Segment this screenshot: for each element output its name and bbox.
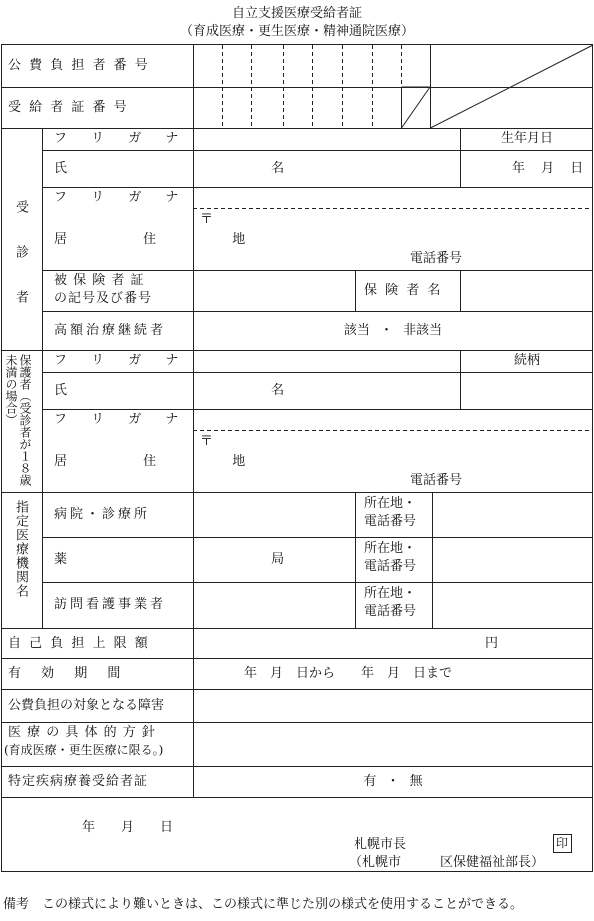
high-cost-label: 高額治療継続者 [54, 323, 167, 338]
guardian-furigana2-label: フ リ ガ ナ [54, 412, 189, 427]
guardian-postal-mark: 〒 [200, 434, 214, 449]
insurance-line2: の記号及び番号 [54, 291, 153, 306]
patient-postal-mark: 〒 [200, 212, 214, 227]
insurer-label: 保 険 者 名 [364, 283, 443, 298]
limit-unit: 円 [485, 636, 499, 651]
pharmacy-label: 薬 局 [54, 552, 385, 567]
seal-mark: 印 [556, 836, 569, 850]
nursing-label: 訪問看護事業者 [54, 597, 167, 612]
form-title: 自立支援医療受給者証 [231, 6, 362, 21]
policy-line1: 医 療 の 具 体 的 方 針 [8, 725, 156, 740]
patient-furigana-label: フ リ ガ ナ [54, 131, 189, 146]
hospital-location-line1: 所在地・ [364, 496, 417, 511]
specific-value: 有 ・ 無 [363, 774, 423, 789]
institution-group-label: 指定医療機関名 [13, 500, 28, 598]
burden-number-label: 公 費 負 担 者 番 号 [8, 58, 150, 73]
nursing-location-line1: 所在地・ [364, 586, 417, 601]
birth-header: 生年月日 [500, 131, 553, 146]
patient-furigana2-label: フ リ ガ ナ [54, 190, 189, 205]
guardian-name-label: 氏 名 [54, 383, 385, 398]
hospital-label: 病院・診療所 [54, 507, 151, 522]
form-subtitle: （育成医療・更生医療・精神通院医療） [179, 24, 414, 39]
pharmacy-location-line1: 所在地・ [364, 541, 417, 556]
patient-phone-label: 電話番号 [410, 251, 463, 266]
mayor-label: 札幌市長 [354, 837, 407, 852]
patient-group-label: 受 診 者 [13, 200, 28, 318]
patient-address-label: 居 住 地 [54, 232, 282, 247]
relationship-header: 続柄 [513, 353, 540, 368]
limit-label: 自 己 負 担 上 限 額 [8, 636, 150, 651]
ward-label: （札幌市 区保健福祉部長） [349, 855, 545, 870]
pharmacy-location-line2: 電話番号 [364, 559, 417, 574]
disability-label: 公費負担の対象となる障害 [8, 698, 165, 713]
remarks-note: 備考 この様式により難いときは、この様式に準じた別の様式を使用することができる。 [3, 897, 524, 912]
policy-line2: (育成医療・更生医療に限る。) [4, 743, 164, 757]
validity-value: 年 月 日から 年 月 日まで [244, 666, 453, 681]
birth-date-value: 年 月 日 [512, 161, 584, 176]
validity-label: 有 効 期 間 [8, 666, 129, 681]
specific-label: 特定疾病療養受給者証 [8, 774, 149, 789]
high-cost-value: 該当 ・ 非該当 [343, 323, 443, 338]
insurance-line1: 被 保 険 者 証 [54, 273, 145, 288]
hospital-location-line2: 電話番号 [364, 514, 417, 529]
guardian-group-label: 保護者（受診者が１８歳未満の場合） [4, 354, 32, 486]
guardian-address-label: 居 住 地 [54, 454, 282, 469]
nursing-location-line2: 電話番号 [364, 604, 417, 619]
issue-date: 年 月 日 [82, 820, 174, 835]
patient-name-label: 氏 名 [54, 161, 385, 176]
recipient-number-label: 受 給 者 証 番 号 [8, 100, 129, 115]
guardian-phone-label: 電話番号 [410, 473, 463, 488]
guardian-furigana-label: フ リ ガ ナ [54, 353, 189, 368]
